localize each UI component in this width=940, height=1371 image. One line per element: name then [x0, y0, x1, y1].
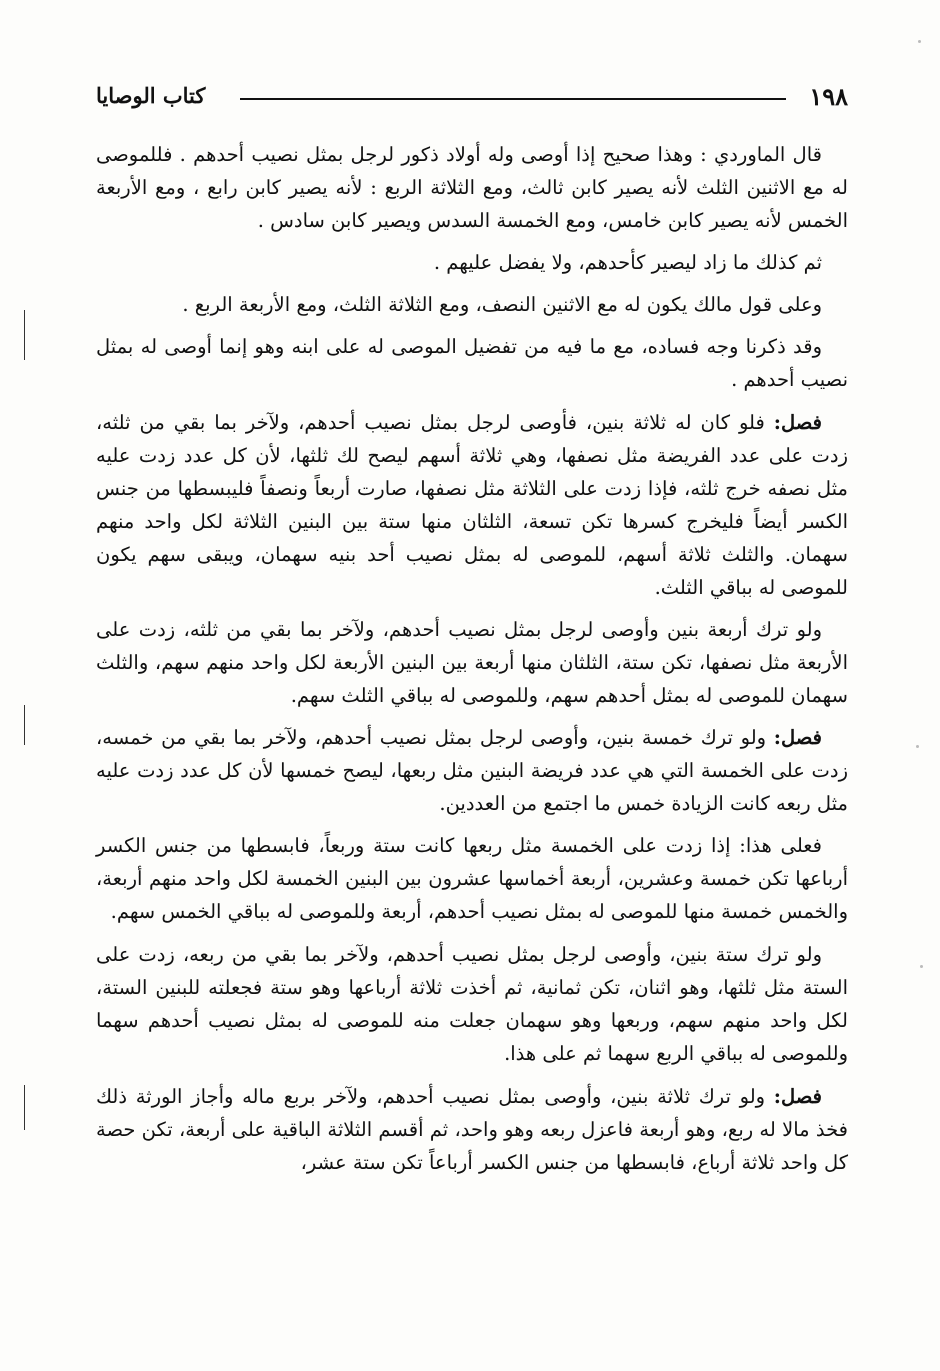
- margin-line-mark: [24, 705, 25, 745]
- paragraph-text: قال الماوردي : وهذا صحيح إذا أوصى وله أولاد ذكور لرجل بمثل نصيب أحدهم . فللموصى له مع الاثنين الثلث لأنه يصير كابن ثالث، ومع الثلاثة الربع : لأنه يصير كابن رابع ، ومع الأربعة الخمس لأنه يصير كابن خامس، ومع الخمسة السدس ويصير كابن سادس .: [96, 143, 848, 232]
- paragraph: [96, 330, 848, 396]
- paragraph: [96, 246, 848, 279]
- scan-speck: [920, 965, 923, 968]
- paragraph-text: فعلى هذا: إذا زدت على الخمسة مثل ربعها كانت ستة وربعاً، فابسطها من جنس الكسر أرباعها تكن خمسة وعشرين، أربعة أخماسها عشرون بين البنين الخمسة لكل واحد منهم أربعة، والخمس خمسة منها للموصى له بمثل نصيب أحدهم، أربعة وللموصى له بباقي الخمس سهم.: [96, 834, 848, 923]
- paragraph-text: ولو ترك أربعة بنين وأوصى لرجل بمثل نصيب أحدهم، ولآخر بما بقي من ثلثه، زدت على الأربعة مثل نصفها، تكن ستة، الثلثان منها أربعة بين البنين الأربعة لكل واحد منهم سهم، والثلث سهمان للموصى له بمثل أحدهم سهم، وللموصى له بباقي الثلث سهم.: [96, 618, 848, 707]
- section-paragraph: [96, 721, 848, 820]
- page-header: [96, 82, 848, 116]
- section-paragraph: [96, 1080, 848, 1179]
- margin-line-mark: [24, 1085, 25, 1130]
- paragraph: [96, 829, 848, 928]
- section-label: فصل:: [773, 726, 822, 749]
- section-label: فصل:: [773, 1085, 822, 1108]
- scan-speck: [918, 40, 921, 43]
- header-rule: [240, 98, 786, 100]
- book-title: كتاب الوصايا: [96, 83, 206, 108]
- paragraph-text: ولو ترك ستة بنين، وأوصى لرجل بمثل نصيب أحدهم، ولآخر بما بقي من ربعه، زدت على الستة مثل ثلثها، وهو اثنان، تكن ثمانية، ثم أخذت ثلاثة أرباعها وهو ستة فجعلته للبنين الستة، لكل واحد منهم سهم، وربعها وهو سهمان جعلت منه للموصى له بمثل نصيب أحدهم سهما وللموصى له بباقي الربع سهما ثم على هذا.: [96, 943, 848, 1065]
- paragraph: [96, 288, 848, 321]
- paragraph-text: فلو كان له ثلاثة بنين، فأوصى لرجل بمثل نصيب أحدهم، ولآخر بما بقي من ثلثه، زدت على عدد الفريضة مثل نصفها، وهي ثلاثة أسهم ليصح لك ثلثها، لأن كل عدد زدت عليه مثل نصفه خرج ثلثه، فإذا زدت على الثلاثة مثل نصفها، صارت أربعاً ونصفاً فليبسطها من جنس الكسر أيضاً فليخرج كسرها تكن تسعة، الثلثان منها ستة بين البنين الثلاثة لكل واحد منهم سهمان. والثلث ثلاثة أسهم، للموصى له بمثل نصيب أحد بنيه سهمان، ويبقى سهم يكون للموصى له بباقي الثلث.: [96, 411, 848, 599]
- section-label: فصل:: [773, 411, 822, 434]
- page-number: ١٩٨: [809, 82, 848, 111]
- scan-speck: [916, 745, 919, 748]
- margin-line-mark: [24, 310, 25, 360]
- paragraph-text: ولو ترك خمسة بنين، وأوصى لرجل بمثل نصيب أحدهم، ولآخر بما بقي من خمسه، زدت على الخمسة التي هي عدد فريضة البنين مثل ربعها، ليصح خمسها لأن كل عدد زدت عليه مثل ربعه كانت الزيادة خمس ما اجتمع من العددين.: [96, 726, 848, 815]
- paragraph-text: ثم كذلك ما زاد ليصير كأحدهم، ولا يفضل عليهم .: [433, 251, 822, 274]
- paragraph: [96, 138, 848, 237]
- paragraph: [96, 613, 848, 712]
- body-text: [96, 138, 848, 1188]
- paragraph-text: ولو ترك ثلاثة بنين، وأوصى بمثل نصيب أحدهم، ولآخر بربع ماله وأجاز الورثة ذلك فخذ مالا له ربع، وهو أربعة فاعزل ربعه وهو واحد، ثم أقسم الثلاثة الباقية على أربعة، تكن حصة كل واحد ثلاثة أرباع، فابسطها من جنس الكسر أرباعاً تكن ستة عشر،: [96, 1085, 848, 1174]
- section-paragraph: [96, 406, 848, 604]
- paragraph: [96, 938, 848, 1070]
- paragraph-text: وعلى قول مالك يكون له مع الاثنين النصف، ومع الثلاثة الثلث، ومع الأربعة الربع .: [182, 293, 822, 316]
- paragraph-text: وقد ذكرنا وجه فساده، مع ما فيه من تفضيل الموصى له على ابنه وهو إنما أوصى له بمثل نصيب أحدهم .: [96, 335, 848, 391]
